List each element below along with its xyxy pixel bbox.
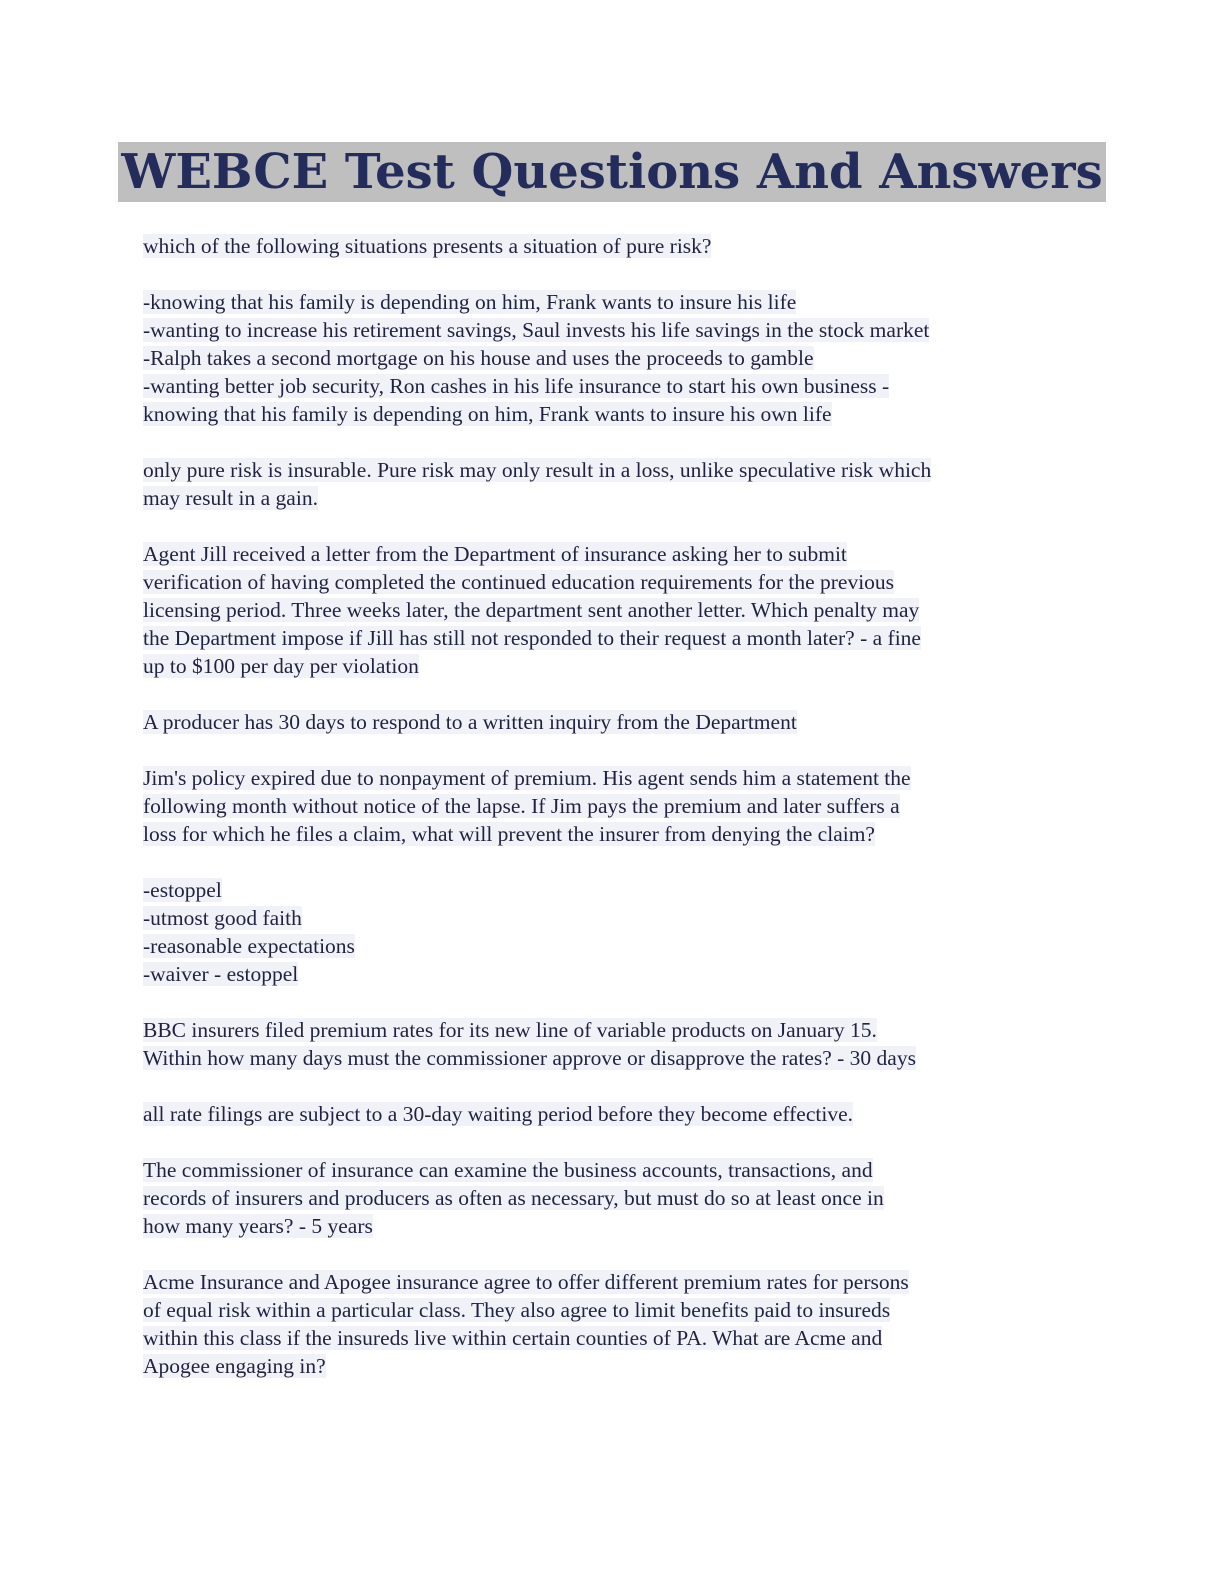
text-line bbox=[143, 372, 1083, 400]
text-line bbox=[143, 596, 1083, 624]
text-line-content: -reasonable expectations bbox=[143, 934, 355, 958]
text-line-content: how many years? - 5 years bbox=[143, 1214, 373, 1238]
text-line bbox=[143, 456, 1083, 484]
text-line-content: the Department impose if Jill has still not responded to their request a month later? - a fine bbox=[143, 626, 921, 650]
text-line bbox=[143, 568, 1083, 596]
paragraph bbox=[143, 764, 1083, 848]
text-line-content: -utmost good faith bbox=[143, 906, 302, 930]
paragraph bbox=[143, 876, 1083, 988]
text-line bbox=[143, 540, 1083, 568]
text-line bbox=[143, 708, 1083, 736]
text-line bbox=[143, 876, 1083, 904]
text-line-content: only pure risk is insurable. Pure risk may only result in a loss, unlike speculative risk which bbox=[143, 458, 932, 482]
text-line bbox=[143, 624, 1083, 652]
text-line bbox=[143, 792, 1083, 820]
text-line-content: -wanting to increase his retirement savings, Saul invests his life savings in the stock market bbox=[143, 318, 930, 342]
text-line bbox=[143, 1268, 1083, 1296]
paragraph bbox=[143, 288, 1083, 428]
text-line-content: may result in a gain. bbox=[143, 486, 318, 510]
text-line bbox=[143, 820, 1083, 848]
text-line-content: Apogee engaging in? bbox=[143, 1354, 326, 1378]
text-line-content: -wanting better job security, Ron cashes in his life insurance to start his own business - bbox=[143, 374, 890, 398]
paragraph bbox=[143, 1016, 1083, 1072]
text-line-content: all rate filings are subject to a 30-day waiting period before they become effective. bbox=[143, 1102, 854, 1126]
document-title: WEBCE Test Questions And Answers bbox=[118, 142, 1105, 202]
text-line bbox=[143, 960, 1083, 988]
paragraph bbox=[143, 1268, 1083, 1380]
text-line-content: up to $100 per day per violation bbox=[143, 654, 419, 678]
text-line-content: verification of having completed the continued education requirements for the previous bbox=[143, 570, 895, 594]
text-line-content: knowing that his family is depending on him, Frank wants to insure his own life bbox=[143, 402, 832, 426]
document-body bbox=[143, 232, 1083, 1408]
text-line-content: Acme Insurance and Apogee insurance agree to offer different premium rates for persons bbox=[143, 1270, 909, 1294]
paragraph bbox=[143, 708, 1083, 736]
text-line bbox=[143, 400, 1083, 428]
text-line-content: which of the following situations presents a situation of pure risk? bbox=[143, 234, 712, 258]
text-line bbox=[143, 1156, 1083, 1184]
text-line-content: The commissioner of insurance can examine the business accounts, transactions, and bbox=[143, 1158, 873, 1182]
text-line-content: Agent Jill received a letter from the Department of insurance asking her to submit bbox=[143, 542, 847, 566]
text-line-content: -estoppel bbox=[143, 878, 222, 902]
text-line-content: BBC insurers filed premium rates for its new line of variable products on January 15. bbox=[143, 1018, 877, 1042]
text-line bbox=[143, 288, 1083, 316]
text-line bbox=[143, 652, 1083, 680]
text-line bbox=[143, 316, 1083, 344]
paragraph bbox=[143, 540, 1083, 680]
text-line bbox=[143, 1324, 1083, 1352]
text-line-content: records of insurers and producers as often as necessary, but must do so at least once in bbox=[143, 1186, 884, 1210]
text-line-content: licensing period. Three weeks later, the department sent another letter. Which penalty may bbox=[143, 598, 920, 622]
text-line-content: Within how many days must the commissioner approve or disapprove the rates? - 30 days bbox=[143, 1046, 916, 1070]
paragraph bbox=[143, 232, 1083, 260]
text-line bbox=[143, 1100, 1083, 1128]
text-line bbox=[143, 932, 1083, 960]
text-line-content: of equal risk within a particular class. They also agree to limit benefits paid to insureds bbox=[143, 1298, 891, 1322]
text-line bbox=[143, 1212, 1083, 1240]
text-line-content: following month without notice of the lapse. If Jim pays the premium and later suffers a bbox=[143, 794, 900, 818]
text-line bbox=[143, 1184, 1083, 1212]
paragraph bbox=[143, 1156, 1083, 1240]
text-line-content: within this class if the insureds live within certain counties of PA. What are Acme and bbox=[143, 1326, 883, 1350]
text-line-content: Jim's policy expired due to nonpayment of premium. His agent sends him a statement the bbox=[143, 766, 911, 790]
text-line bbox=[143, 344, 1083, 372]
text-line-content: -Ralph takes a second mortgage on his house and uses the proceeds to gamble bbox=[143, 346, 814, 370]
text-line bbox=[143, 764, 1083, 792]
text-line bbox=[143, 232, 1083, 260]
title-wrapper bbox=[0, 142, 1224, 202]
paragraph bbox=[143, 1100, 1083, 1128]
text-line-content: -waiver - estoppel bbox=[143, 962, 299, 986]
text-line bbox=[143, 1044, 1083, 1072]
paragraph bbox=[143, 456, 1083, 512]
text-line-content: -knowing that his family is depending on him, Frank wants to insure his life bbox=[143, 290, 797, 314]
text-line bbox=[143, 1016, 1083, 1044]
text-line bbox=[143, 1352, 1083, 1380]
text-line-content: A producer has 30 days to respond to a written inquiry from the Department bbox=[143, 710, 797, 734]
text-line-content: loss for which he files a claim, what will prevent the insurer from denying the claim? bbox=[143, 822, 875, 846]
text-line bbox=[143, 904, 1083, 932]
text-line bbox=[143, 484, 1083, 512]
text-line bbox=[143, 1296, 1083, 1324]
